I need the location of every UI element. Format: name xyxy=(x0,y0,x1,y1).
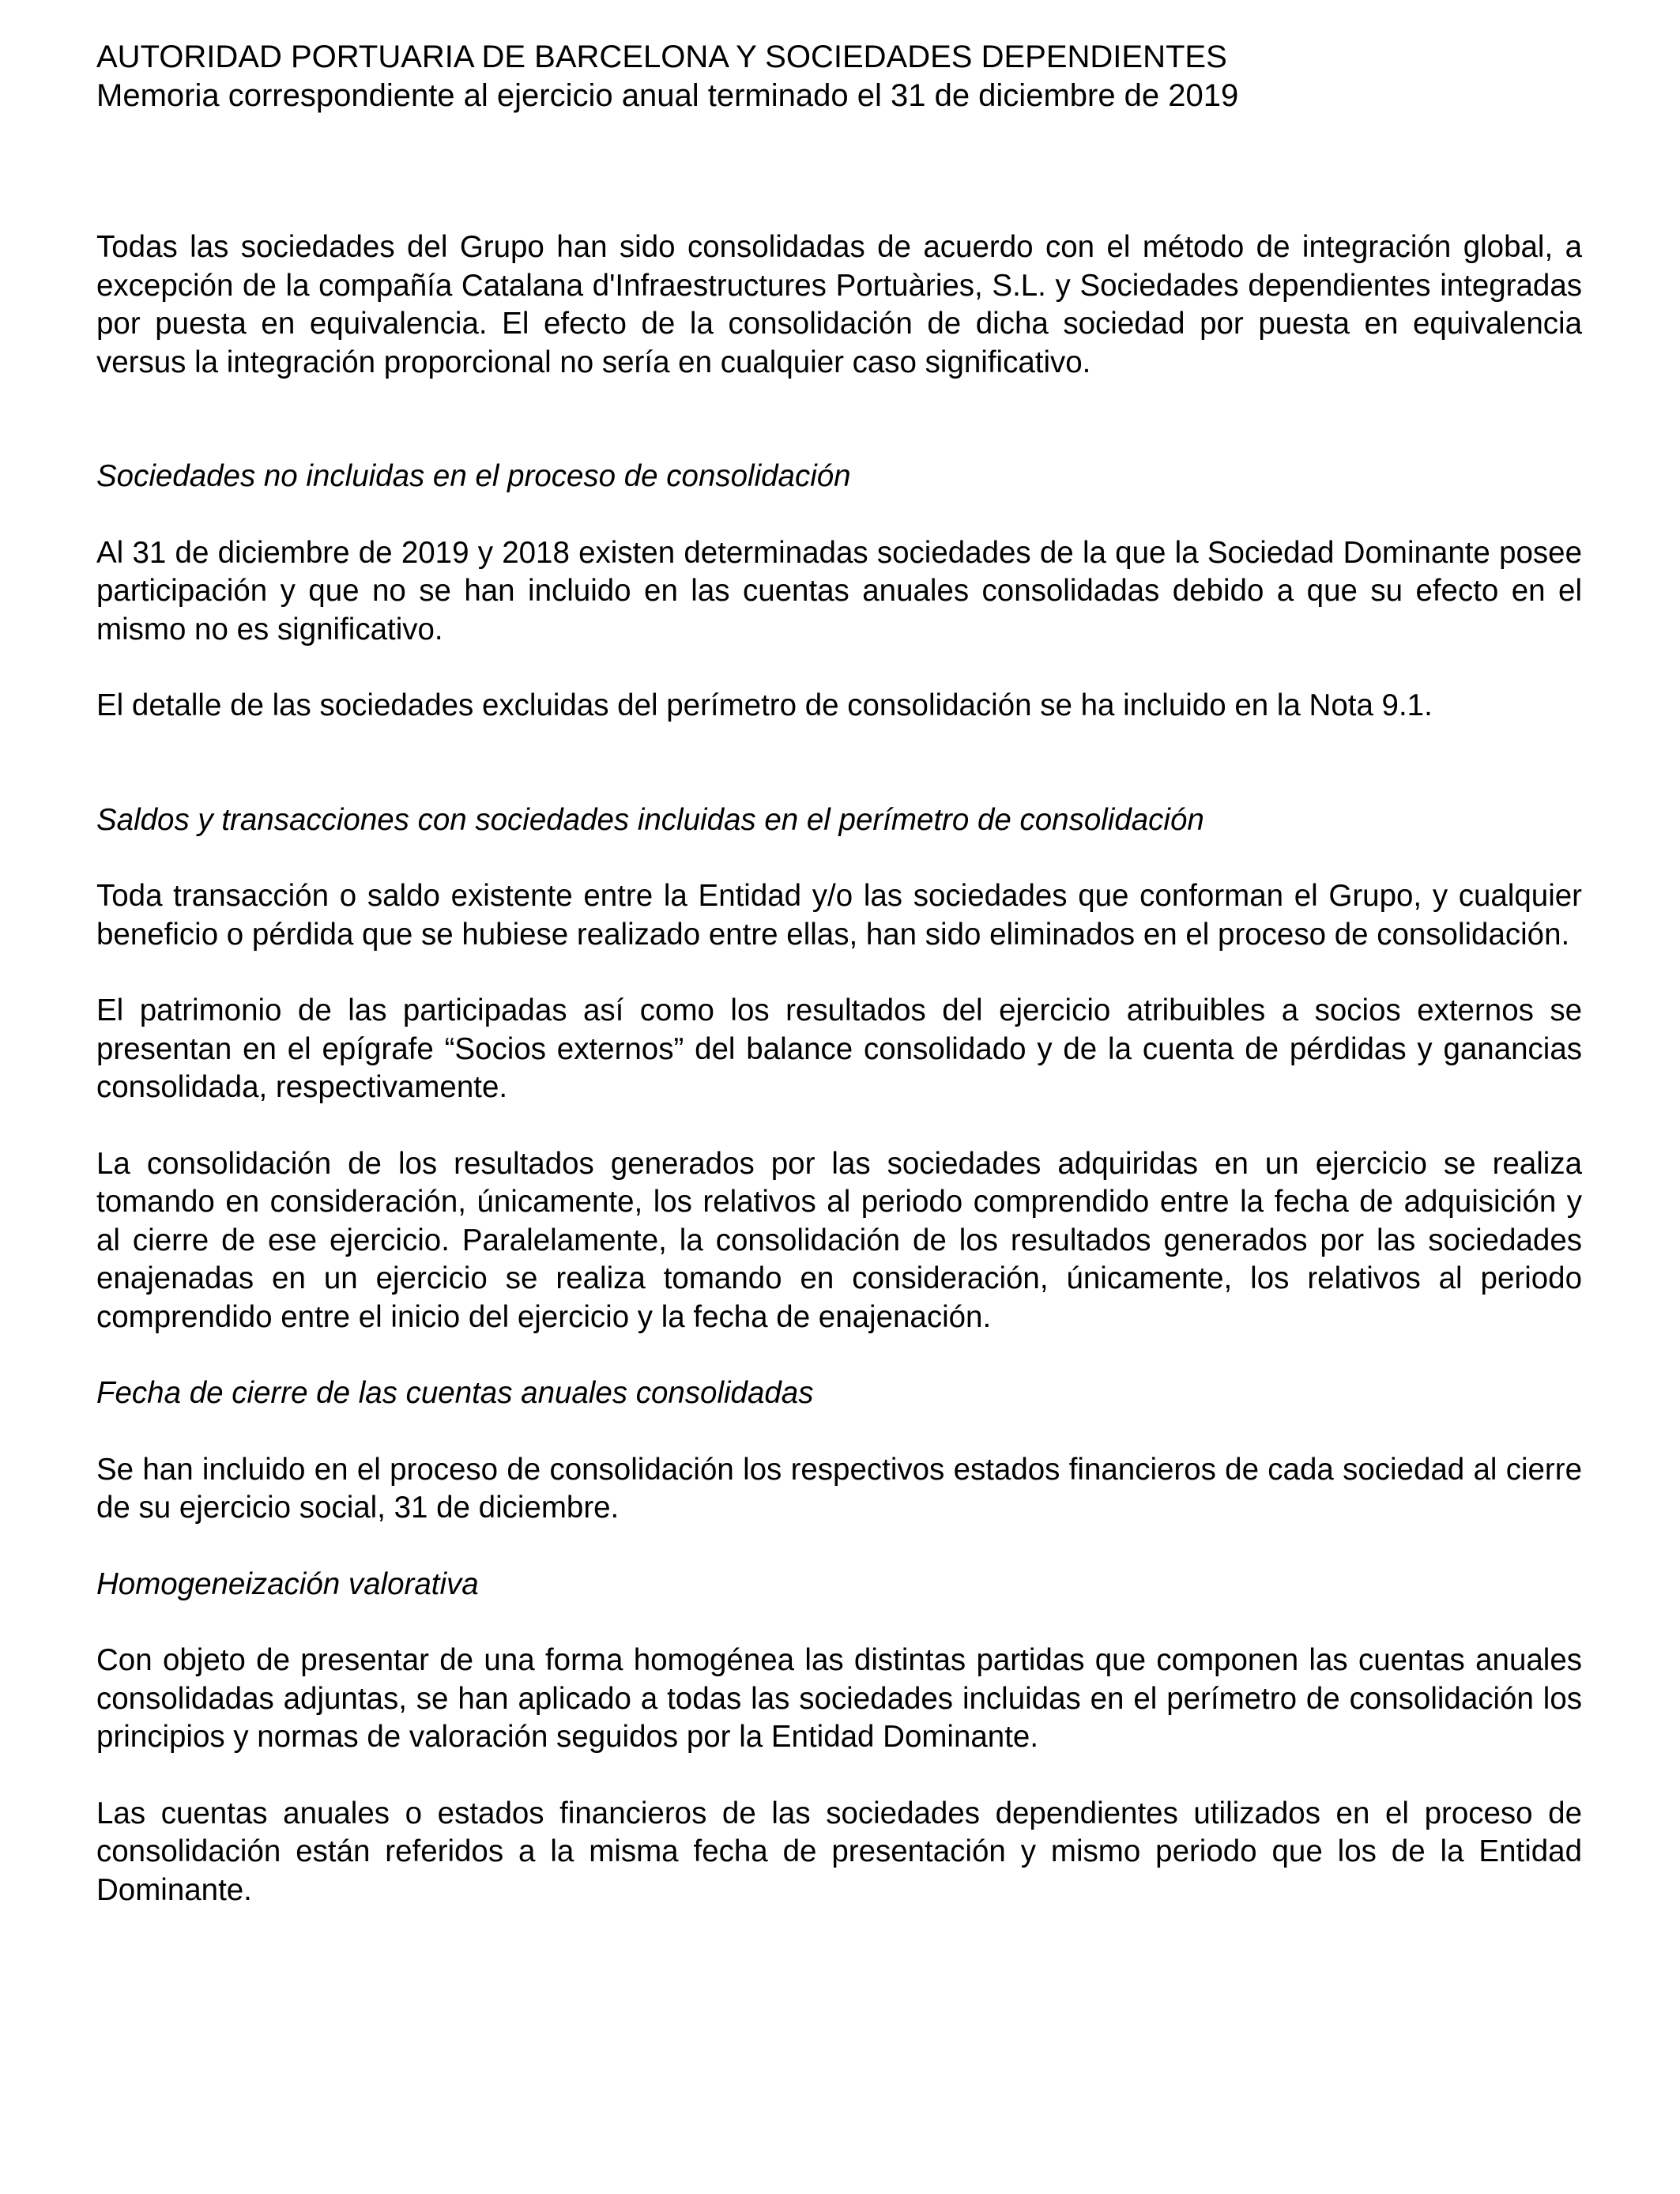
section-heading-excluded-companies: Sociedades no incluidas en el proceso de consolidación xyxy=(96,459,851,493)
paragraph-note-reference: El detalle de las sociedades excluidas del perímetro de consolidación se ha incluido en la Nota 9.1. xyxy=(96,688,1433,722)
page-content xyxy=(96,38,1582,1909)
document-header xyxy=(96,38,1582,115)
paragraph-excluded-companies: Al 31 de diciembre de 2019 y 2018 existen determinadas sociedades de la que la Sociedad Dominante posee participación y que no se han incluido en las cuentas anuales consolidadas debido a que su efecto en el mismo no es significativo. xyxy=(96,535,1582,647)
paragraph-eliminations: Toda transacción o saldo existente entre la Entidad y/o las sociedades que conforman el Grupo, y cualquier beneficio o pérdida que se hubiese realizado entre ellas, han sido eliminados en el proceso de consolidación. xyxy=(96,879,1582,952)
paragraph-valuation-principles: Con objeto de presentar de una forma homogénea las distintas partidas que componen las cuentas anuales consolidadas adjuntas, se han aplicado a todas las sociedades incluidas en el perímetro de consolidación los principios y normas de valoración seguidos por la Entidad Dominante. xyxy=(96,1643,1582,1754)
paragraph-external-partners: El patrimonio de las participadas así como los resultados del ejercicio atribuibles a socios externos se presentan en el epígrafe “Socios externos” del balance consolidado y de la cuenta de pérdidas y ganancias consolidada, respectivamente. xyxy=(96,993,1582,1104)
paragraph-closing-date: Se han incluido en el proceso de consolidación los respectivos estados financieros de cada sociedad al cierre de su ejercicio social, 31 de diciembre. xyxy=(96,1452,1582,1525)
paragraph-consolidation-method: Todas las sociedades del Grupo han sido consolidadas de acuerdo con el método de integración global, a excepción de la compañía Catalana d'Infraestructures Portuàries, S.L. y Sociedades dependientes integradas por puesta en equivalencia. El efecto de la consolidación de dicha sociedad por puesta en equivalencia versus la integración proporcional no sería en cualquier caso significativo. xyxy=(96,230,1582,379)
section-heading-balances-transactions: Saldos y transacciones con sociedades incluidas en el perímetro de consolidación xyxy=(96,802,1204,837)
paragraph-acquisitions-disposals: La consolidación de los resultados generados por las sociedades adquiridas en un ejercicio se realiza tomando en consideración, únicamente, los relativos al periodo comprendido entre la fecha de adquisición y al cierre de ese ejercicio. Paralelamente, la consolidación de los resultados generados por las sociedades enajenadas en un ejercicio se realiza tomando en consideración, únicamente, los relativos al periodo comprendido entre el inicio del ejercicio y la fecha de enajenación. xyxy=(96,1146,1582,1334)
paragraph-reporting-dates: Las cuentas anuales o estados financieros de las sociedades dependientes utilizados en el proceso de consolidación están referidos a la misma fecha de presentación y mismo periodo que los de la Entidad Dominante. xyxy=(96,1796,1582,1907)
header-report-subtitle: Memoria correspondiente al ejercicio anual terminado el 31 de diciembre de 2019 xyxy=(96,78,1239,113)
section-heading-closing-date: Fecha de cierre de las cuentas anuales consolidadas xyxy=(96,1376,814,1410)
section-heading-homogenization: Homogeneización valorativa xyxy=(96,1566,479,1601)
header-organization-title: AUTORIDAD PORTUARIA DE BARCELONA Y SOCIEDADES DEPENDIENTES xyxy=(96,40,1227,74)
